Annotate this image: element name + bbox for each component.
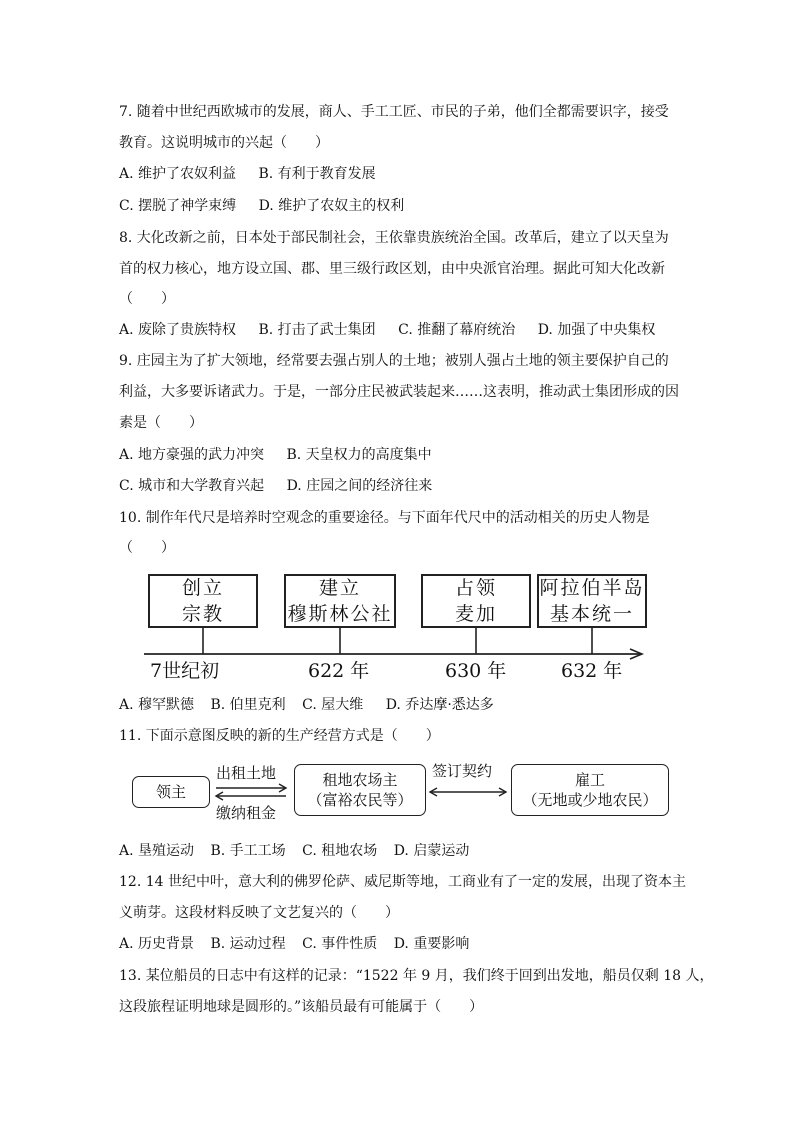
q12-stem-line2: 义萌芽。这段材料反映了文艺复兴的（ ）: [119, 905, 399, 921]
timeline-label-3: 630 年: [445, 660, 507, 682]
q11-option-d: D. 启蒙运动: [393, 843, 470, 859]
q10-option-a: A. 穆罕默德: [119, 697, 195, 713]
contract-label: 签订契约: [432, 762, 493, 780]
manor-diagram: [128, 756, 673, 826]
hired-worker-line2: （无地或少地农民）: [522, 791, 658, 809]
q11-option-c: C. 租地农场: [302, 843, 378, 859]
timeline-box-1-line2: 宗教: [181, 603, 224, 625]
q10-option-b: B. 伯里克利: [210, 697, 286, 713]
timeline-label-4: 632 年: [561, 660, 623, 682]
timeline-box-4-line2: 基本统一: [549, 603, 634, 625]
q8-option-b: B. 打击了武士集团: [258, 322, 376, 338]
q11-option-b: B. 手工工场: [210, 843, 286, 859]
timeline-label-2: 622 年: [308, 660, 370, 682]
timeline-box-1-line1: 创立: [181, 577, 224, 599]
timeline-box-3-line2: 麦加: [454, 603, 497, 625]
pay-rent-label: 缴纳租金: [216, 804, 277, 822]
q9-stem-line2: 利益，大多要诉诸武力。于是，一部分庄民被武装起来……这表明，推动武士集团形成的因: [119, 384, 679, 400]
q10-stem-line2: （ ）: [119, 540, 175, 556]
q11-options-row: [119, 841, 469, 861]
q7-option-b: B. 有利于教育发展: [258, 166, 376, 182]
q8-option-a: A. 废除了贵族特权: [119, 322, 237, 338]
q10-option-c: C. 屋大维: [302, 697, 364, 713]
tenant-farmer-box: [294, 764, 426, 816]
q9-option-b: B. 天皇权力的高度集中: [286, 447, 432, 463]
q10-option-d: D. 乔达摩·悉达多: [385, 697, 494, 713]
q12-option-a: A. 历史背景: [119, 936, 195, 952]
q12-stem-line1: 12. 14 世纪中叶，意大利的佛罗伦萨、威尼斯等地，工商业有了一定的发展，出现了资本主: [119, 874, 686, 890]
q7-stem-line1: 7. 随着中世纪西欧城市的发展，商人、手工工匠、市民的子弟，他们全都需要识字，接受: [119, 104, 669, 120]
q8-stem-line3: （ ）: [119, 291, 175, 307]
q10-options-row: [119, 695, 494, 715]
rent-out-label: 出租土地: [216, 764, 277, 782]
q9-option-c: C. 城市和大学教育兴起: [119, 478, 265, 494]
q13-stem-line1: 13. 某位船员的日志中有这样的记录：“1522 年 9 月，我们终于回到出发地，船员仅剩 18 人，: [119, 968, 714, 984]
q9-option-d: D. 庄园之间的经济往来: [286, 478, 433, 494]
hired-worker-line1: 雇工: [574, 771, 605, 789]
q10-stem-line1: 10. 制作年代尺是培养时空观念的重要途径。与下面年代尺中的活动相关的历史人物是: [119, 510, 650, 526]
q8-options-row: [119, 320, 655, 340]
q7-options-row2: [119, 196, 404, 216]
q8-option-c: C. 推翻了幕府统治: [398, 322, 516, 338]
q9-options-row1: [119, 445, 432, 465]
q8-stem-line1: 8. 大化改新之前，日本处于部民制社会，王依靠贵族统治全国。改革后，建立了以天皇为: [119, 230, 669, 246]
q11-stem: 11. 下面示意图反映的新的生产经营方式是（ ）: [119, 728, 440, 744]
q9-stem-line1: 9. 庄园主为了扩大领地，经常要去强占别人的土地；被别人强占土地的领主要保护自己的: [119, 353, 669, 369]
q8-stem-line2: 首的权力核心，地方设立国、郡、里三级行政区划，由中央派官治理。据此可知大化改新: [119, 261, 665, 277]
q8-option-d: D. 加强了中央集权: [537, 322, 656, 338]
lord-label: 领主: [155, 783, 186, 801]
q7-option-c: C. 摆脱了神学束缚: [119, 198, 237, 214]
q7-options-row1: [119, 164, 376, 184]
hired-worker-box: [511, 764, 669, 816]
q12-option-c: C. 事件性质: [302, 936, 378, 952]
q11-option-a: A. 垦殖运动: [119, 843, 195, 859]
timeline-box-3-line1: 占领: [454, 577, 497, 599]
timeline-figure: [140, 568, 660, 686]
q12-options-row: [119, 934, 469, 954]
q9-options-row2: [119, 476, 432, 496]
q12-option-b: B. 运动过程: [210, 936, 286, 952]
q12-option-d: D. 重要影响: [393, 936, 470, 952]
timeline-box-2-line1: 建立: [318, 577, 361, 599]
tenant-farmer-line2: （富裕农民等）: [307, 791, 413, 809]
q9-stem-line3: 素是（ ）: [119, 415, 203, 431]
q7-option-a: A. 维护了农奴利益: [119, 166, 237, 182]
q7-option-d: D. 维护了农奴主的权利: [258, 198, 405, 214]
q7-stem-line2: 教育。这说明城市的兴起（ ）: [119, 135, 329, 151]
timeline-box-4-line1: 阿拉伯半岛: [539, 577, 645, 599]
timeline-box-2-line2: 穆斯林公社: [287, 603, 393, 625]
timeline-label-1: 7世纪初: [150, 660, 220, 682]
q13-stem-line2: 这段旅程证明地球是圆形的。”该船员最有可能属于（ ）: [119, 999, 484, 1015]
tenant-farmer-line1: 租地农场主: [322, 771, 398, 789]
q9-option-a: A. 地方豪强的武力冲突: [119, 447, 265, 463]
